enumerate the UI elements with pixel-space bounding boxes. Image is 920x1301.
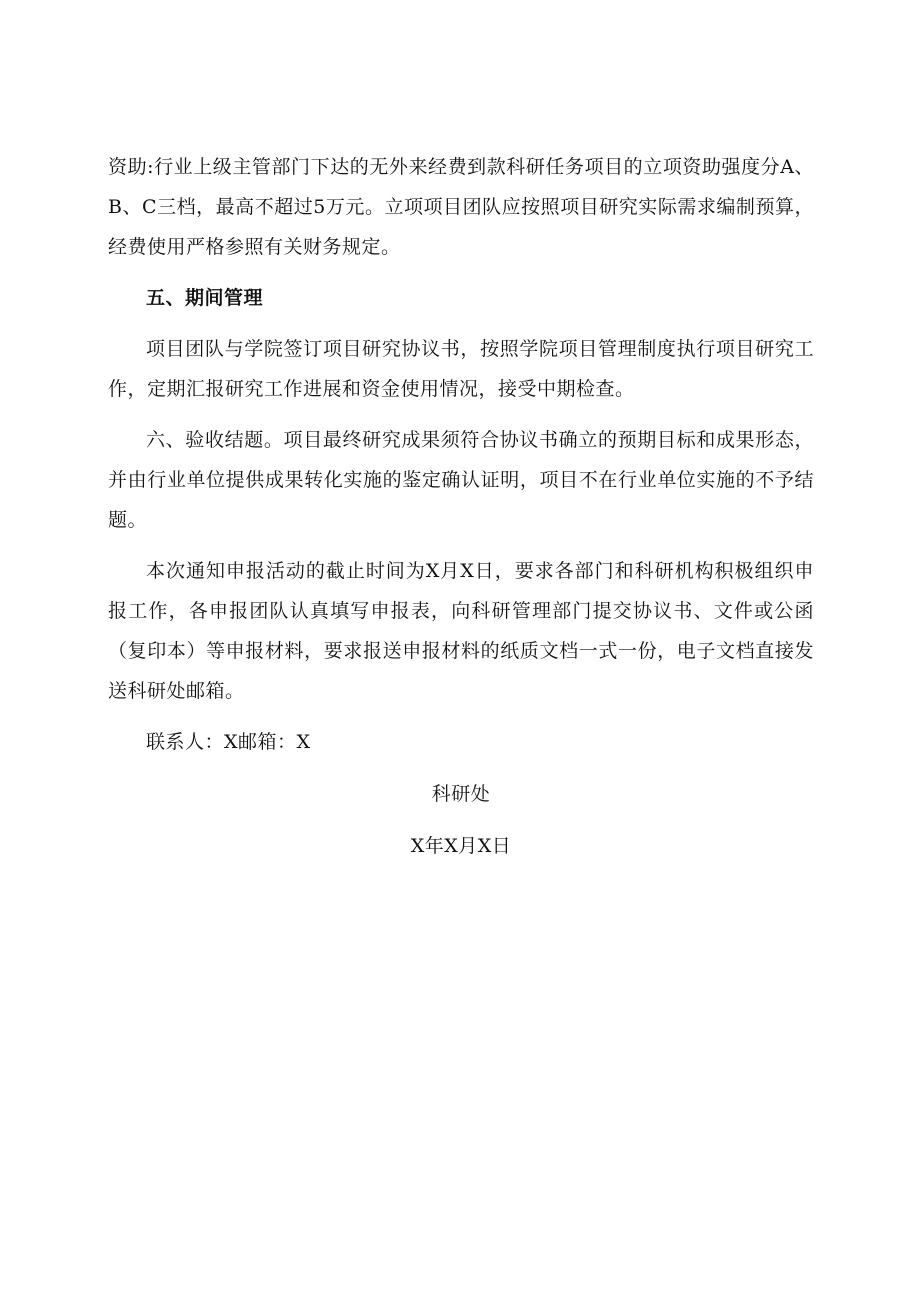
paragraph-funding: 资助:行业上级主管部门下达的无外来经费到款科研任务项目的立项资助强度分A、B、C三档，最高不超过5万元。立项项目团队应按照项目研究实际需求编制预算，经费使用严格参照有关财务规定。 [108,156,814,258]
paragraph-acceptance: 六、验收结题。项目最终研究成果须符合协议书确立的预期目标和成果形态，并由行业单位提供成果转化实施的鉴定确认证明，项目不在行业单位实施的不予结题。 [108,429,814,531]
signature-department: 科研处 [431,783,491,805]
paragraph-deadline: 本次通知申报活动的截止时间为X月X日，要求各部门和科研机构积极组织申报工作，各申报团队认真填写申报表，向科研管理部门提交协议书、文件或公函（复印本）等申报材料，要求报送申报材料的纸质文档一式一份，电子文档直接发送科研处邮箱。 [108,560,814,702]
paragraph-period-management: 项目团队与学院签订项目研究协议书，按照学院项目管理制度执行项目研究工作，定期汇报研究工作进展和资金使用情况，接受中期检查。 [108,338,814,400]
signature-date: X年X月X日 [410,835,512,857]
contact-line: 联系人：X邮箱：X [146,731,311,753]
section-heading-period-management: 五、期间管理 [146,287,264,309]
document-body [108,147,814,878]
